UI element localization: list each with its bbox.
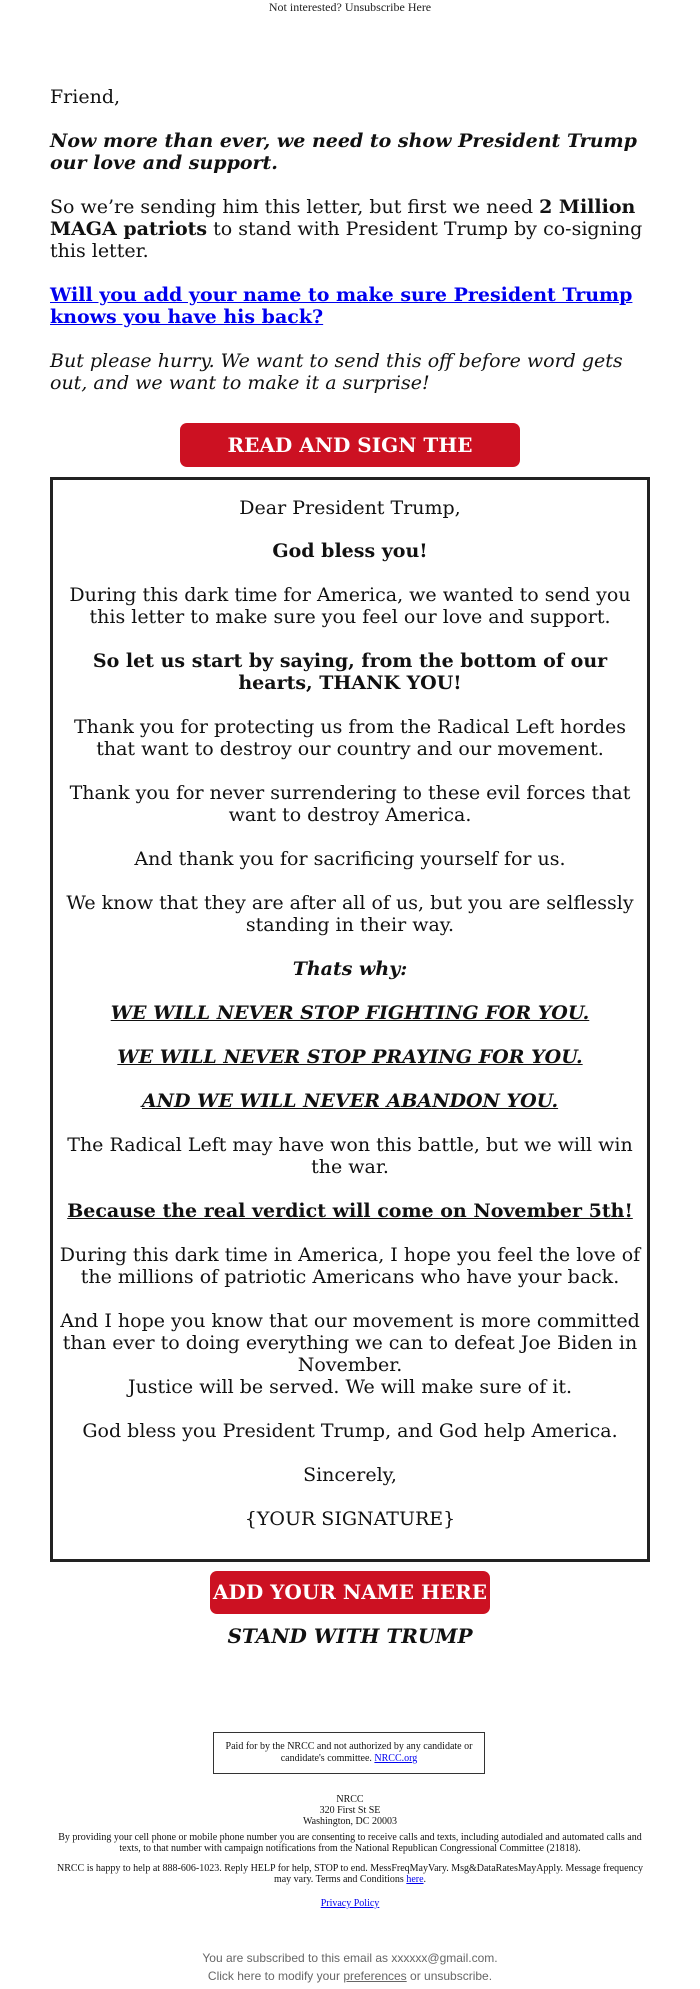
sending-pre: So we’re sending him this letter, but first we need	[50, 196, 540, 218]
letter-thats-why: Thats why:	[292, 958, 408, 980]
letter-won-battle: The Radical Left may have won this battle, but we will win the war.	[67, 1134, 633, 1178]
unsubscribe-header	[0, 0, 700, 14]
nrcc-org-link[interactable]: NRCC.org	[374, 1753, 418, 1764]
sending-post: to stand with President Trump by co-signing this letter.	[50, 218, 643, 262]
letter-committed: And I hope you know that our movement is more committed than ever to doing everything we can to defeat Joe Biden in November.	[60, 1310, 640, 1376]
consent-text: By providing your cell phone or mobile phone number you are consenting to receive calls and texts, including autodialed and automated calls and texts, to that number with campaign notifications from the National Republican Congressional Committee (21818).	[58, 1832, 642, 1854]
add-your-name-button[interactable]: ADD YOUR NAME HERE	[210, 1571, 490, 1614]
letter-never-abandon: AND WE WILL NEVER ABANDON YOU.	[141, 1090, 559, 1112]
letter-thank-you-intro: So let us start by saying, from the bottom of our hearts, THANK YOU!	[92, 650, 608, 694]
read-and-sign-button[interactable]: READ AND SIGN THE LETTER	[180, 423, 520, 467]
add-name-link[interactable]: Will you add your name to make sure President Trump knows you have his back?	[50, 284, 633, 328]
letter-signature: {YOUR SIGNATURE}	[244, 1508, 456, 1530]
letter-verdict: Because the real verdict will come on November 5th!	[67, 1200, 633, 1222]
letter-feel-love: During this dark time in America, I hope you feel the love of the millions of patriotic Americans who have your back.	[59, 1244, 641, 1288]
letter-dark-time: During this dark time for America, we wanted to send you this letter to make sure you feel our love and support.	[69, 584, 631, 628]
help-text-end: .	[423, 1874, 427, 1885]
letter-selflessly: We know that they are after all of us, but you are selflessly standing in their way.	[66, 892, 634, 936]
terms-link[interactable]: here	[406, 1874, 424, 1885]
help-text	[50, 1863, 650, 1885]
address-org: NRCC	[336, 1794, 364, 1805]
sending-bold: 2 Million MAGA patriots	[50, 196, 636, 240]
letter-blessing: God bless you!	[272, 540, 428, 562]
unsubscribe-link[interactable]: Not interested? Unsubscribe Here	[268, 0, 432, 14]
help-text-body: NRCC is happy to help at 888-606-1023. Reply HELP for help, STOP to end. MessFreqMayVary. Msg&DataRatesMayApply. Message frequency may vary. Terms and Conditions	[56, 1863, 644, 1885]
letter-sincerely: Sincerely,	[303, 1464, 397, 1486]
address-street: 320 First St SE	[319, 1805, 381, 1816]
preferences-link[interactable]: preferences	[343, 1969, 407, 1983]
add-name-paragraph	[50, 284, 650, 328]
address-city: Washington, DC 20003	[303, 1816, 397, 1827]
subscribed-line: You are subscribed to this email as xxxxxx@gmail.com.	[202, 1951, 498, 1965]
address-block	[50, 1794, 650, 1827]
letter-justice: Justice will be served. We will make sure of it.	[127, 1376, 573, 1398]
sending-paragraph	[50, 196, 650, 262]
modify-post: or unsubscribe.	[406, 1969, 493, 1983]
letter-thanks-protecting: Thank you for protecting us from the Radical Left hordes that want to destroy our country and our movement.	[73, 716, 627, 760]
headline: Now more than ever, we need to show President Trump our love and support.	[50, 130, 637, 174]
letter-box	[50, 477, 650, 1562]
privacy-policy-link[interactable]: Privacy Policy	[320, 1898, 380, 1909]
hurry-paragraph: But please hurry. We want to send this off before word gets out, and we want to make it a surprise!	[50, 350, 623, 394]
letter-thanks-sacrificing: And thank you for sacrificing yourself for us.	[134, 848, 566, 870]
disclaimer-text: Paid for by the NRCC and not authorized by any candidate or candidate's committee.	[225, 1741, 473, 1764]
paid-for-disclaimer	[213, 1732, 485, 1774]
letter-thanks-never-surrender: Thank you for never surrendering to these evil forces that want to destroy America.	[69, 782, 631, 826]
letter-god-bless: God bless you President Trump, and God help America.	[82, 1420, 618, 1442]
letter-salutation: Dear President Trump,	[239, 497, 461, 519]
modify-preferences-line	[0, 1968, 700, 1984]
modify-pre: Click here to modify your	[207, 1969, 344, 1983]
privacy-policy-line	[50, 1898, 650, 1909]
letter-never-stop-fighting: WE WILL NEVER STOP FIGHTING FOR YOU.	[110, 1002, 590, 1024]
stand-with-trump: STAND WITH TRUMP	[227, 1624, 473, 1648]
letter-never-stop-praying: WE WILL NEVER STOP PRAYING FOR YOU.	[117, 1046, 583, 1068]
greeting: Friend,	[50, 86, 121, 108]
